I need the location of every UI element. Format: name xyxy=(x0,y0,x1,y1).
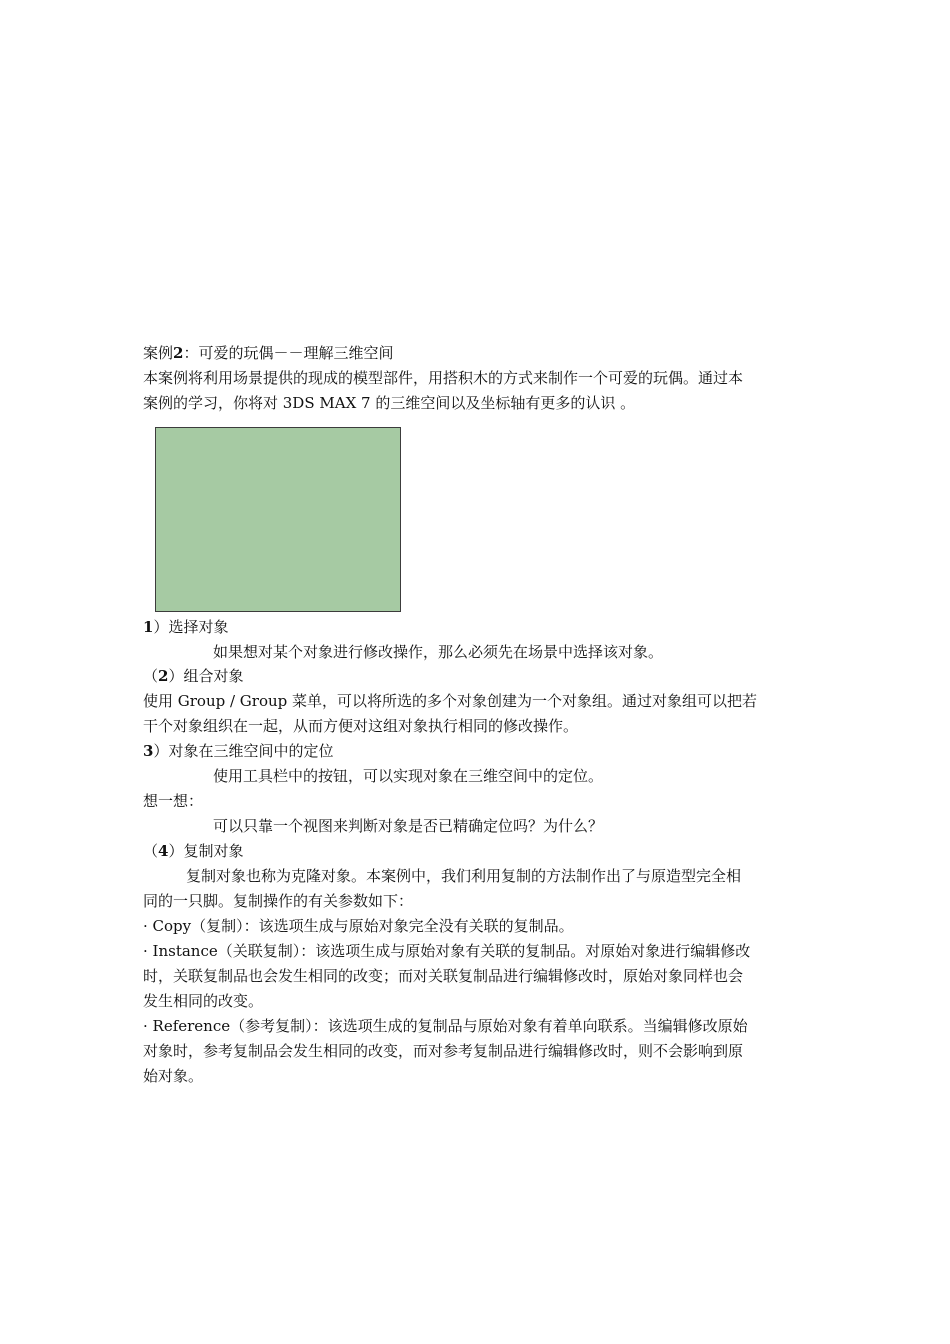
bullet-instance-line-2: 时，关联复制品也会发生相同的改变；而对关联复制品进行编辑修改时，原始对象同样也会 xyxy=(143,967,744,985)
bullet-copy: · Copy（复制）：该选项生成与原始对象完全没有关联的复制品。 xyxy=(143,917,574,935)
section-4-open-paren: （ xyxy=(143,842,159,860)
section-2-title: ）组合对象 xyxy=(168,667,244,685)
section-4-heading xyxy=(143,841,243,861)
section-2-open-paren: （ xyxy=(143,667,159,685)
figure-placeholder-image xyxy=(155,427,401,612)
bullet-instance-line-1: · Instance（关联复制）：该选项生成与原始对象有关联的复制品。对原始对象进行编辑修改 xyxy=(143,942,751,960)
section-2-body-line-2: 干个对象组织在一起，从而方便对这组对象执行相同的修改操作。 xyxy=(143,717,579,735)
section-3-body: 使用工具栏中的按钮，可以实现对象在三维空间中的定位。 xyxy=(213,767,604,785)
intro-line-1: 本案例将利用场景提供的现成的模型部件，用搭积木的方式来制作一个可爱的玩偶。通过本 xyxy=(143,369,744,387)
section-3-title: ）对象在三维空间中的定位 xyxy=(153,742,334,760)
section-1-body: 如果想对某个对象进行修改操作，那么必须先在场景中选择该对象。 xyxy=(213,643,664,661)
section-4-number: 4 xyxy=(158,842,169,860)
section-1-heading xyxy=(143,617,228,637)
section-3-heading xyxy=(143,741,333,761)
section-4-body-line-1: 复制对象也称为克隆对象。本案例中，我们利用复制的方法制作出了与原造型完全相 xyxy=(186,867,742,885)
intro-line-2: 案例的学习，你将对 3DS MAX 7 的三维空间以及坐标轴有更多的认识 。 xyxy=(143,394,636,412)
section-4-body-line-2: 同的一只脚。复制操作的有关参数如下： xyxy=(143,892,414,910)
section-2-heading xyxy=(143,666,243,686)
case-title-rest: ：可爱的玩偶－－理解三维空间 xyxy=(183,344,394,362)
section-2-body-line-1: 使用 Group / Group 菜单，可以将所选的多个对象创建为一个对象组。通过对象组可以把若 xyxy=(143,692,758,710)
bullet-reference-line-1: · Reference（参考复制）：该选项生成的复制品与原始对象有着单向联系。当编辑修改原始 xyxy=(143,1017,748,1035)
section-1-title: ）选择对象 xyxy=(153,618,229,636)
case-title-number: 2 xyxy=(173,344,184,362)
think-label: 想一想： xyxy=(143,792,204,810)
section-3-number: 3 xyxy=(143,742,154,760)
bullet-reference-line-3: 始对象。 xyxy=(143,1067,204,1085)
think-body: 可以只靠一个视图来判断对象是否已精确定位吗？为什么？ xyxy=(213,817,604,835)
case-title xyxy=(143,343,393,363)
case-title-prefix: 案例 xyxy=(143,344,174,362)
bullet-instance-line-3: 发生相同的改变。 xyxy=(143,992,264,1010)
section-2-number: 2 xyxy=(158,667,169,685)
section-1-number: 1 xyxy=(143,618,154,636)
bullet-reference-line-2: 对象时，参考复制品会发生相同的改变，而对参考复制品进行编辑修改时，则不会影响到原 xyxy=(143,1042,744,1060)
section-4-title: ）复制对象 xyxy=(168,842,244,860)
